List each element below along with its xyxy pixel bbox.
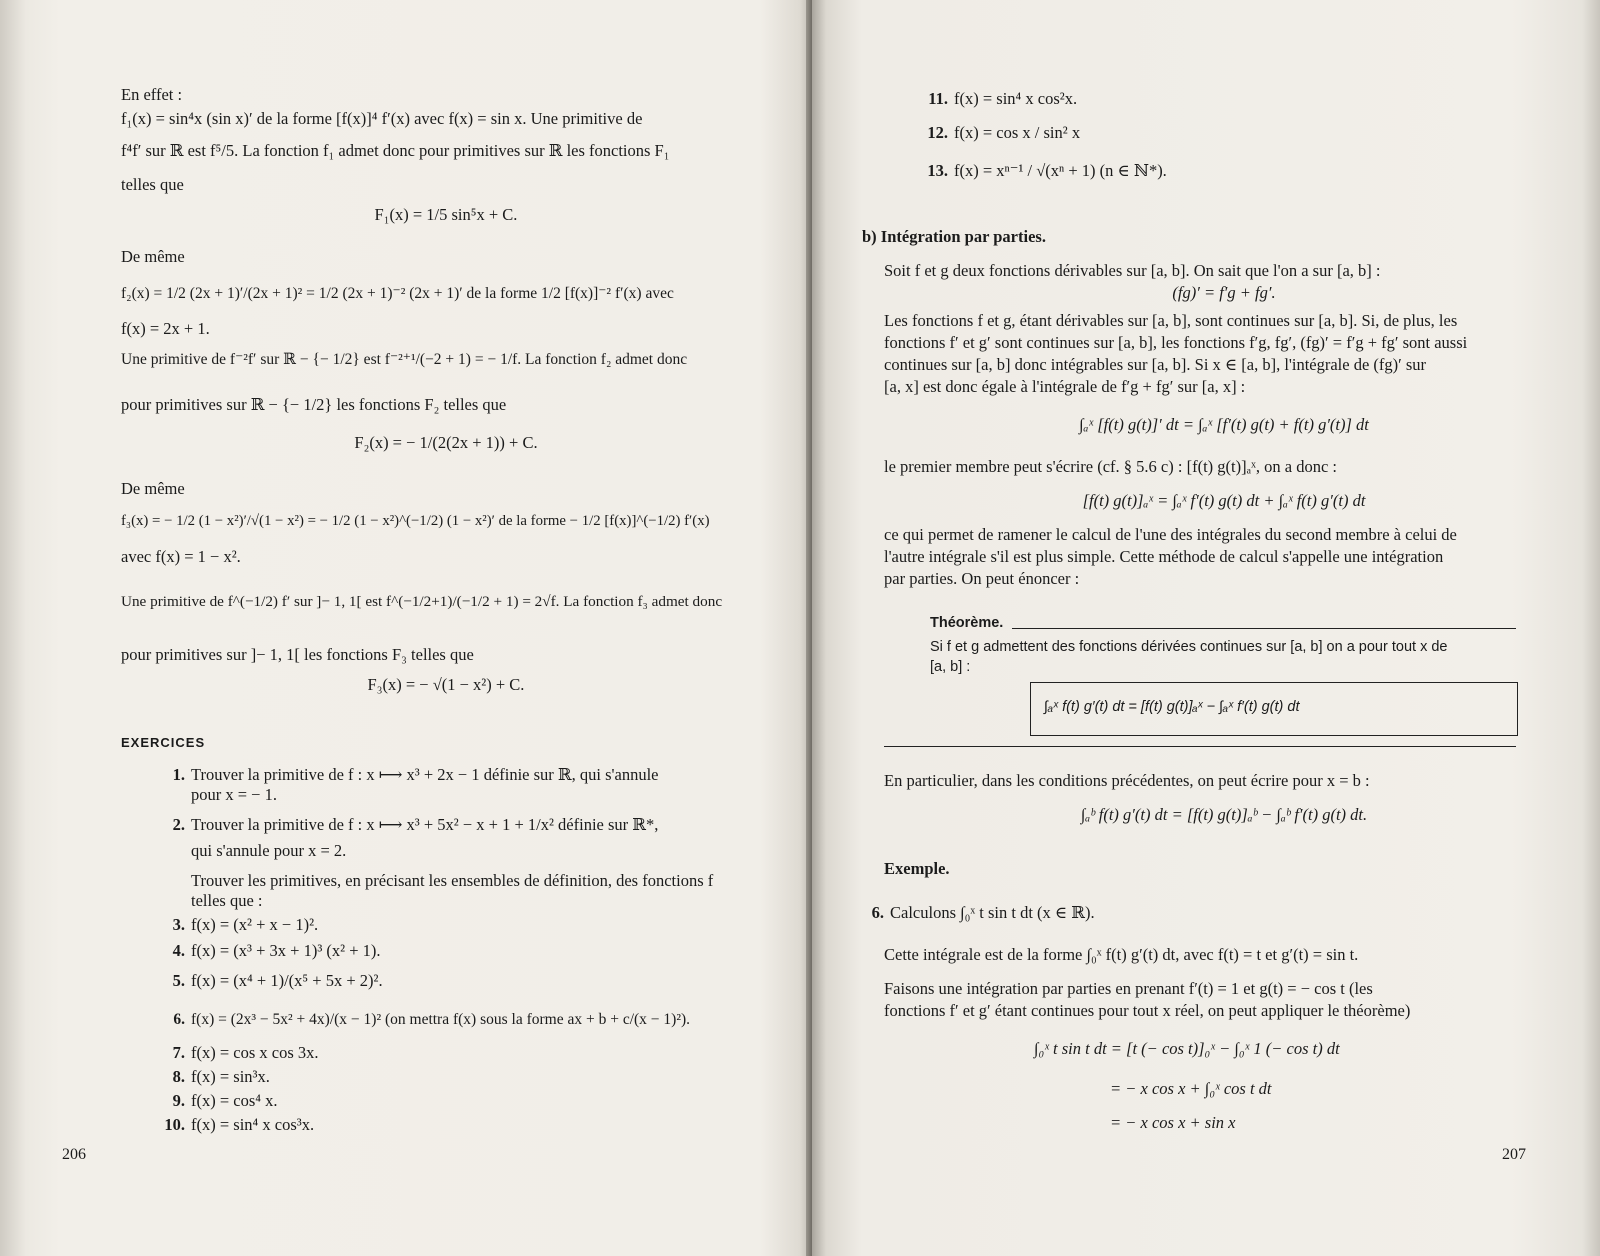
p7-line-2: fonctions f′ et g′ étant continues pour tout x réel, on peut appliquer le théorème)	[884, 1001, 1411, 1020]
exercise-number: 9.	[172, 1091, 185, 1110]
exercise-number: 4.	[172, 941, 185, 960]
equation-1: ∫ₐˣ [f(t) g(t)]′ dt = ∫ₐˣ [f′(t) g(t) + f(t) g′(t)] dt	[1079, 415, 1369, 434]
line-f3-fx: avec f(x) = 1 − x².	[121, 547, 241, 566]
exercise-7	[161, 1042, 771, 1064]
exercise-6	[161, 1010, 771, 1031]
exercise-text: f(x) = (x⁴ + 1)/(x⁵ + 5x + 2)².	[191, 971, 383, 990]
exercise-number: 1.	[172, 765, 185, 784]
exercise-8	[161, 1066, 771, 1088]
p6: Cette intégrale est de la forme ∫₀ˣ f(t) g′(t) dt, avec f(t) = t et g′(t) = sin t.	[884, 945, 1359, 964]
exercise-number: 11.	[928, 89, 948, 108]
exercices-heading: EXERCICES	[121, 735, 206, 750]
exercise-13	[924, 160, 1564, 182]
line-telles-que-1: telles que	[121, 175, 184, 194]
primitives-intro: Trouver les primitives, en précisant les ensembles de définition, des fonctions f	[191, 871, 714, 890]
exercise-text: Trouver la primitive de f : x ⟼ x³ + 5x² − x + 1 + 1/x² définie sur ℝ*,	[191, 815, 659, 834]
section-title-ipp: b) Intégration par parties.	[862, 227, 1046, 246]
exercise-12	[924, 122, 1564, 144]
exercise-number: 6.	[173, 1011, 185, 1028]
exercise-10	[161, 1114, 771, 1136]
exercise-number: 5.	[172, 971, 185, 990]
p7-line-1: Faisons une intégration par parties en prenant f′(t) = 1 et g(t) = − cos t (les	[884, 979, 1373, 998]
p2-line-3: continues sur [a, b] donc intégrables sur [a, b]. Si x ∈ [a, b], l'intégrale de (fg)′ sur	[884, 355, 1427, 374]
theorem-rule-top	[1012, 628, 1516, 629]
line-f3-primitives-sur: pour primitives sur ]− 1, 1[ les fonctions F₃ telles que	[121, 645, 474, 664]
exercise-1	[161, 764, 771, 786]
exercise-number: 10.	[164, 1115, 185, 1134]
formula-f3: f₃(x) = − 1/2 (1 − x²)′/√(1 − x²) = − 1/2 (1 − x²)^(−1/2) (1 − x²)′ de la forme − 1/2 [f(x)]^(−1/2) f′(x)	[121, 513, 710, 529]
exercise-number: 13.	[927, 161, 948, 180]
exercise-2	[161, 814, 771, 836]
formula-F1: F₁(x) = 1/5 sin⁵x + C.	[374, 205, 518, 224]
p2-line-1: Les fonctions f et g, étant dérivables sur [a, b], sont continues sur [a, b]. Si, de plus, les	[884, 311, 1458, 330]
line-f2-primitives-sur: pour primitives sur ℝ − {− 1/2} les fonctions F₂ telles que	[121, 395, 507, 414]
theorem-rule-bottom	[884, 746, 1516, 747]
line-f1-def: f₁(x) = sin⁴x (sin x)′ de la forme [f(x)]⁴ f′(x) avec f(x) = sin x. Une primitive de	[121, 109, 643, 128]
exercise-number: 3.	[172, 915, 185, 934]
exercise-number: 12.	[927, 123, 948, 142]
formula-F2: F₂(x) = − 1/(2(2x + 1)) + C.	[354, 433, 538, 452]
exercise-1-cont: pour x = − 1.	[191, 785, 277, 804]
exercise-text: f(x) = (x² + x − 1)².	[191, 915, 319, 934]
exercise-text: f(x) = xⁿ⁻¹ / √(xⁿ + 1) (n ∈ ℕ*).	[954, 161, 1167, 180]
exercise-number: 7.	[172, 1043, 185, 1062]
theorem-formula: ∫ₐˣ f(t) g′(t) dt = [f(t) g(t)]ₐˣ − ∫ₐˣ f′(t) g(t) dt	[1044, 699, 1300, 715]
p3: le premier membre peut s'écrire (cf. § 5.6 c) : [f(t) g(t)]ₐˣ, on a donc :	[884, 457, 1337, 476]
p4-line-1: ce qui permet de ramener le calcul de l'une des intégrales du second membre à celui de	[884, 525, 1457, 544]
example-6	[860, 902, 1564, 924]
p4-line-2: l'autre intégrale s'il est plus simple. Cette méthode de calcul s'appelle une intégration	[884, 547, 1444, 566]
equation-3: ∫ₐᵇ f(t) g′(t) dt = [f(t) g(t)]ₐᵇ − ∫ₐᵇ f′(t) g(t) dt.	[1080, 805, 1368, 824]
exercise-text: f(x) = cos x / sin² x	[954, 123, 1081, 142]
calc-line-3: = − x cos x + sin x	[1110, 1113, 1236, 1132]
exercise-text: f(x) = sin⁴ x cos²x.	[954, 89, 1078, 108]
p4-line-3: par parties. On peut énoncer :	[884, 569, 1080, 588]
theorem-title: Théorème.	[930, 615, 1004, 631]
line-de-meme-1: De même	[121, 247, 185, 266]
exercise-3	[161, 914, 771, 936]
exercise-11	[924, 88, 1564, 110]
left-page-content	[121, 84, 771, 1164]
page-number-left: 206	[62, 1146, 86, 1163]
page-number-right: 207	[1502, 1146, 1526, 1163]
right-page-content	[862, 84, 1564, 1164]
line-f2-primitive: Une primitive de f⁻²f′ sur ℝ − {− 1/2} est f⁻²⁺¹/(−2 + 1) = − 1/f. La fonction f₂ admet donc	[121, 351, 688, 368]
exercise-text: f(x) = (2x³ − 5x² + 4x)/(x − 1)² (on mettra f(x) sous la forme ax + b + c/(x − 1)²).	[191, 1011, 691, 1028]
theorem-text-2: [a, b] :	[930, 659, 971, 675]
p1-formula: (fg)′ = f′g + fg′.	[1172, 283, 1276, 302]
exercise-2-cont: qui s'annule pour x = 2.	[191, 841, 347, 860]
p2-line-4: [a, x] est donc égale à l'intégrale de f′g + fg′ sur [a, x] :	[884, 377, 1246, 396]
p5: En particulier, dans les conditions précédentes, on peut écrire pour x = b :	[884, 771, 1370, 790]
exercise-4	[161, 940, 771, 962]
exercise-text: f(x) = cos⁴ x.	[191, 1091, 278, 1110]
formula-F3: F₃(x) = − √(1 − x²) + C.	[367, 675, 525, 694]
exercise-number: 8.	[172, 1067, 185, 1086]
line-f3-primitive: Une primitive de f^(−1/2) f′ sur ]− 1, 1[ est f^(−1/2+1)/(−1/2 + 1) = 2√f. La fonction f₃ admet donc	[121, 593, 723, 610]
exercise-text: f(x) = sin⁴ x cos³x.	[191, 1115, 315, 1134]
formula-f2: f₂(x) = 1/2 (2x + 1)′/(2x + 1)² = 1/2 (2x + 1)⁻² (2x + 1)′ de la forme 1/2 [f(x)]⁻² f′(x) avec	[121, 285, 674, 302]
primitives-intro-2: telles que :	[191, 891, 263, 910]
right-page	[812, 0, 1600, 1256]
exercise-text: f(x) = sin³x.	[191, 1067, 270, 1086]
line-de-meme-2: De même	[121, 479, 185, 498]
exercise-9	[161, 1090, 771, 1112]
line-f2-fx: f(x) = 2x + 1.	[121, 319, 210, 338]
calc-line-1: ∫₀ˣ t sin t dt = [t (− cos t)]₀ˣ − ∫₀ˣ 1 (− cos t) dt	[1034, 1039, 1340, 1058]
exercise-text: Trouver la primitive de f : x ⟼ x³ + 2x − 1 définie sur ℝ, qui s'annule	[191, 765, 659, 784]
example-title: Exemple.	[884, 859, 950, 878]
p2-line-2: fonctions f′ et g′ sont continues sur [a, b], les fonctions f′g, fg′, (fg)′ = f′g + fg′ sont aussi	[884, 333, 1468, 352]
p1: Soit f et g deux fonctions dérivables sur [a, b]. On sait que l'on a sur [a, b] :	[884, 261, 1381, 280]
exercise-5	[161, 970, 771, 992]
exercise-number: 2.	[172, 815, 185, 834]
line-en-effet: En effet :	[121, 85, 183, 104]
equation-2: [f(t) g(t)]ₐˣ = ∫ₐˣ f′(t) g(t) dt + ∫ₐˣ f(t) g′(t) dt	[1082, 491, 1366, 510]
exercise-text: f(x) = (x³ + 3x + 1)³ (x² + 1).	[191, 941, 381, 960]
theorem-text-1: Si f et g admettent des fonctions dérivées continues sur [a, b] on a pour tout x de	[930, 639, 1448, 655]
exercise-text: f(x) = cos x cos 3x.	[191, 1043, 319, 1062]
example-number: 6.	[871, 903, 884, 922]
example-text: Calculons ∫₀ˣ t sin t dt (x ∈ ℝ).	[890, 903, 1095, 922]
calc-line-2: = − x cos x + ∫₀ˣ cos t dt	[1110, 1079, 1272, 1098]
line-f4f-primitive: f⁴f′ sur ℝ est f⁵/5. La fonction f₁ admet donc pour primitives sur ℝ les fonctions F₁	[121, 141, 670, 160]
